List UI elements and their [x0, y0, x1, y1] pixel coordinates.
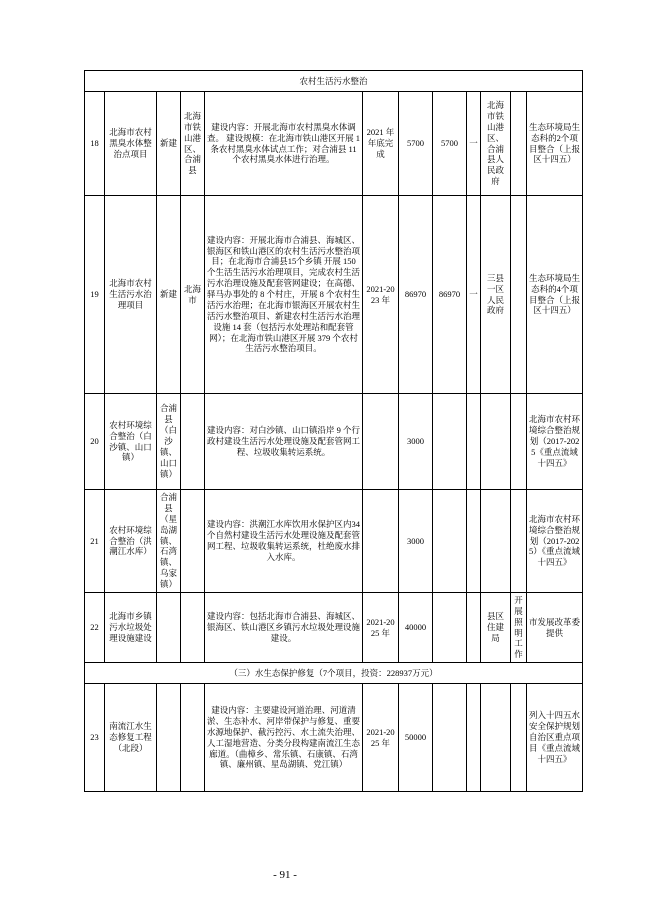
row-plan-investment [433, 490, 467, 593]
row-total-investment: 3000 [399, 394, 433, 490]
projects-table [84, 70, 583, 792]
row-period: 2021-2025 年 [363, 684, 399, 792]
row-period [363, 490, 399, 593]
row-supervisor [511, 394, 527, 490]
row-responsible [481, 684, 511, 792]
row-location: 北海市铁山港区、合浦县 [181, 92, 205, 196]
row-content: 建设内容：对白沙镇、山口镇沿岸 9 个行政村建设生活污水处理设施及配套管网工程、垃圾收集转运系统。 [205, 394, 363, 490]
row-index: 18 [85, 92, 105, 196]
row-responsible: 三县 一区 人民政府 [481, 196, 511, 394]
row-supervisor: 开展照明工作 [511, 592, 527, 662]
row-other [467, 394, 481, 490]
row-remark: 北海市农村环境综合整治规划（2017-2025《重点流域十四五》 [527, 394, 583, 490]
row-type [157, 592, 181, 662]
section-header: 农村生活污水整治 [85, 71, 583, 92]
row-plan-investment: 5700 [433, 92, 467, 196]
row-total-investment: 40000 [399, 592, 433, 662]
row-project-name: 北海市乡镇污水垃圾处理设施建设 [105, 592, 157, 662]
row-content: 建设内容：开展北海市合浦县、海城区、银海区和铁山港区的农村生活污水整治项目；在北海市合浦县15个乡镇 开展 150 个生活生活污水治理项目，完成农村生活污水治理设施及配套管网建设；在高德、驿马办事处的 8 个村庄，开展 8 个农村生活污水治理；在北海市银海区开展农村生活污水整治项目、新建农村生活污水治理设施 14 套（包括污水处理站和配套管网）；在北海市铁山港区开展 379 个农村生活污水整治项目。 [205, 196, 363, 394]
row-location [181, 592, 205, 662]
subsection-header-row [85, 663, 583, 684]
row-responsible [481, 490, 511, 593]
row-period: 2021 年年底完成 [363, 92, 399, 196]
row-index: 22 [85, 592, 105, 662]
row-project-name: 农村环境综合整治（洪潮江水库） [105, 490, 157, 593]
row-supervisor [511, 490, 527, 593]
row-plan-investment [433, 394, 467, 490]
row-supervisor [511, 92, 527, 196]
row-supervisor [511, 196, 527, 394]
row-total-investment: 3000 [399, 490, 433, 593]
row-remark: 生态环境局生态科的2个项目整合（上报区十四五） [527, 92, 583, 196]
row-type: 合浦县（白沙镇、山口镇） [157, 394, 181, 490]
row-content: 建设内容：洪潮江水库饮用水保护区内34 个自然村建设生活污水处理设施及配套管网工程、垃圾收集转运系统，杜绝废水排入水库。 [205, 490, 363, 593]
row-total-investment: 5700 [399, 92, 433, 196]
row-other [467, 490, 481, 593]
row-responsible: 北海市铁山港区、合浦县人民政府 [481, 92, 511, 196]
row-project-name: 北海市农村黑臭水体整治点项目 [105, 92, 157, 196]
row-location [181, 684, 205, 792]
row-plan-investment [433, 684, 467, 792]
row-plan-investment [433, 592, 467, 662]
row-type [157, 684, 181, 792]
row-type: 合浦县（星岛湖镇、石湾镇、乌家镇） [157, 490, 181, 593]
row-other: 一 [467, 92, 481, 196]
row-project-name: 北海市农村生活污水治理项目 [105, 196, 157, 394]
row-remark: 市发展改革委提供 [527, 592, 583, 662]
row-content: 建设内容：主要建设河道治理、河道清淤、生态补水、河岸带保护与修复、重要水源地保护、截污控污、水土流失治理、人工湿地营造、分类分段构建南流江生态廊道。（曲樟乡、常乐镇、石康镇、石湾镇、廉州镇、星岛湖镇、党江镇） [205, 684, 363, 792]
table-row [85, 92, 583, 196]
subsection-header: （三）水生态保护修复（7个项目，投资：228937万元） [85, 663, 583, 684]
row-remark: 北海市农村环境综合整治规划（2017-2025）《重点流域十四五》 [527, 490, 583, 593]
row-content: 建设内容：开展北海市农村黑臭水体调查。 建设规模：在北海市铁山港区开展 1 条农村黑臭水体试点工作；对合浦县 11 个农村黑臭水体进行治理。 [205, 92, 363, 196]
row-total-investment: 50000 [399, 684, 433, 792]
row-type: 新建 [157, 92, 181, 196]
row-location [181, 394, 205, 490]
table-row [85, 490, 583, 593]
row-location: 北海市 [181, 196, 205, 394]
page-number: - 91 - [273, 869, 297, 881]
row-index: 23 [85, 684, 105, 792]
row-supervisor [511, 684, 527, 792]
table-row [85, 394, 583, 490]
row-plan-investment: 86970 [433, 196, 467, 394]
row-location [181, 490, 205, 593]
section-header-row [85, 71, 583, 92]
table-row [85, 592, 583, 662]
row-responsible: 县区住建局 [481, 592, 511, 662]
row-period [363, 394, 399, 490]
row-index: 21 [85, 490, 105, 593]
row-project-name: 农村环境综合整治（白沙镇、山口镇） [105, 394, 157, 490]
row-type: 新建 [157, 196, 181, 394]
row-other: 一 [467, 196, 481, 394]
row-other [467, 684, 481, 792]
row-period: 2021-2023 年 [363, 196, 399, 394]
table-row [85, 684, 583, 792]
table-row [85, 196, 583, 394]
row-period: 2021-2025 年 [363, 592, 399, 662]
row-remark: 生态环境局生态科的4个项目整合（上报区十四五） [527, 196, 583, 394]
row-other [467, 592, 481, 662]
row-content: 建设内容：包括北海市合浦县、海城区、银海区、铁山港区乡镇污水垃圾处理设施建设。 [205, 592, 363, 662]
row-index: 19 [85, 196, 105, 394]
row-responsible [481, 394, 511, 490]
row-total-investment: 86970 [399, 196, 433, 394]
row-remark: 列入十四五水安全保护规划自治区重点项目《重点流域十四五》 [527, 684, 583, 792]
row-project-name: 南流江水生态修复工程（北段） [105, 684, 157, 792]
row-index: 20 [85, 394, 105, 490]
